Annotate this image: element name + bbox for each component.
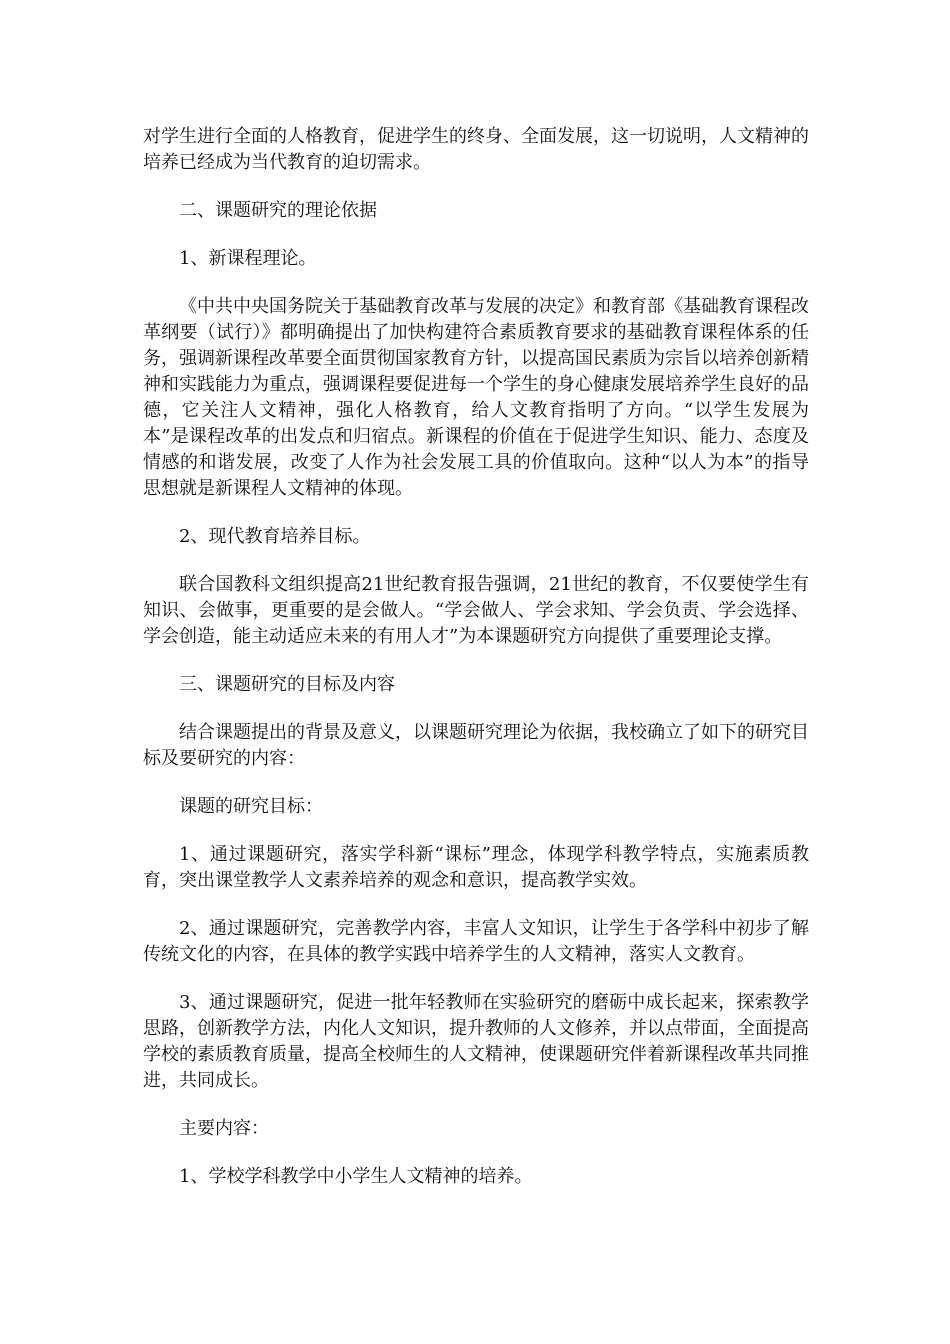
paragraph-goal-3: 3、通过课题研究，促进一批年轻教师在实验研究的磨砺中成长起来，探索教学思路，创新教学方法，内化人文知识，提升教师的人文修养，并以点带面，全面提高学校的素质教育质量，提高全校师生的人文精神，使课题研究伴着新课程改革共同推进，共同成长。 — [143, 992, 809, 1091]
subheading-main-content: 主要内容： — [179, 1118, 269, 1139]
subheading-modern-education: 2、现代教育培养目标。 — [179, 526, 371, 547]
paragraph-continued: 对学生进行全面的人格教育，促进学生的终身、全面发展，这一切说明，人文精神的培养已经成为当代教育的迫切需求。 — [143, 126, 809, 173]
paragraph-new-curriculum: 《中共中央国务院关于基础教育改革与发展的决定》和教育部《基础教育课程改革纲要（试行）》都明确提出了加快构建符合素质教育要求的基础教育课程体系的任务，强调新课程改革要全面贯彻国家教育方针，以提高国民素质为宗旨以培养创新精神和实践能力为重点，强调课程要促进每一个学生的身心健康发展培养学生良好的品德，它关注人文精神，强化人格教育，给人文教育指明了方向。“以学生发展为本”是课程改革的出发点和归宿点。新课程的价值在于促进学生知识、能力、态度及情感的和谐发展，改变了人作为社会发展工具的价值取向。这种“以人为本”的指导思想就是新课程人文精神的体现。 — [143, 296, 809, 499]
paragraph-goal-1: 1、通过课题研究，落实学科新“课标”理念，体现学科教学特点，实施素质教育，突出课堂教学人文素养培养的观念和意识，提高教学实效。 — [143, 844, 809, 891]
subheading-research-goals: 课题的研究目标： — [179, 796, 323, 817]
paragraph-goals-intro: 结合课题提出的背景及意义，以课题研究理论为依据，我校确立了如下的研究目标及要研究的内容： — [143, 722, 809, 769]
subheading-new-curriculum: 1、新课程理论。 — [179, 248, 317, 269]
section-heading-theory-basis: 二、课题研究的理论依据 — [179, 200, 377, 221]
paragraph-unesco: 联合国教科文组织提高21世纪教育报告强调，21世纪的教育，不仅要使学生有知识、会做事，更重要的是会做人。“学会做人、学会求知、学会负责、学会选择、学会创造，能主动适应未来的有用人才”为本课题研究方向提供了重要理论支撑。 — [143, 574, 809, 647]
paragraph-content-1: 1、学校学科教学中小学生人文精神的培养。 — [179, 1166, 533, 1187]
section-heading-goals-content: 三、课题研究的目标及内容 — [179, 674, 395, 695]
document-page — [143, 124, 809, 1212]
paragraph-goal-2: 2、通过课题研究，完善教学内容，丰富人文知识，让学生于各学科中初步了解传统文化的内容，在具体的教学实践中培养学生的人文精神，落实人文教育。 — [143, 918, 809, 965]
